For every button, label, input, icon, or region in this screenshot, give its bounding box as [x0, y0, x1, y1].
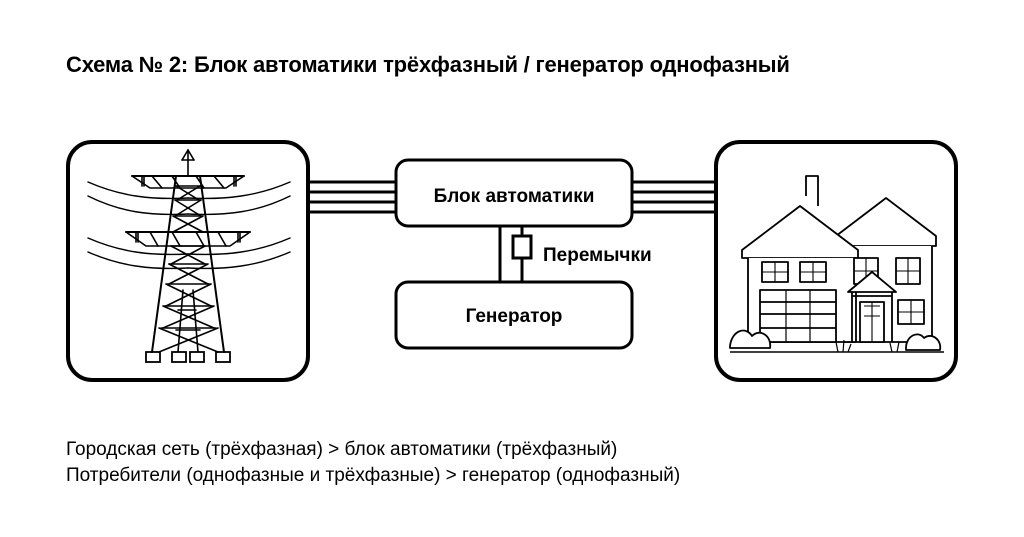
automation-block-label: Блок автоматики [433, 186, 595, 207]
page-title: Схема № 2: Блок автоматики трёхфазный / генератор однофазный [66, 52, 790, 77]
line-grid-to-automation [308, 182, 396, 212]
jumper-lines [500, 226, 531, 282]
jumpers-label: Перемычки [543, 245, 652, 266]
caption [66, 437, 680, 489]
caption-line-2: Потребители (однофазные и трёхфазные) > генератор (однофазный) [66, 465, 681, 486]
grid-panel[interactable] [68, 142, 308, 380]
consumers-panel[interactable] [716, 142, 956, 380]
generator-block-label: Генератор [465, 306, 563, 327]
line-automation-to-house [632, 182, 720, 212]
caption-line-1: Городская сеть (трёхфазная) > блок автоматики (трёхфазный) [66, 439, 618, 460]
